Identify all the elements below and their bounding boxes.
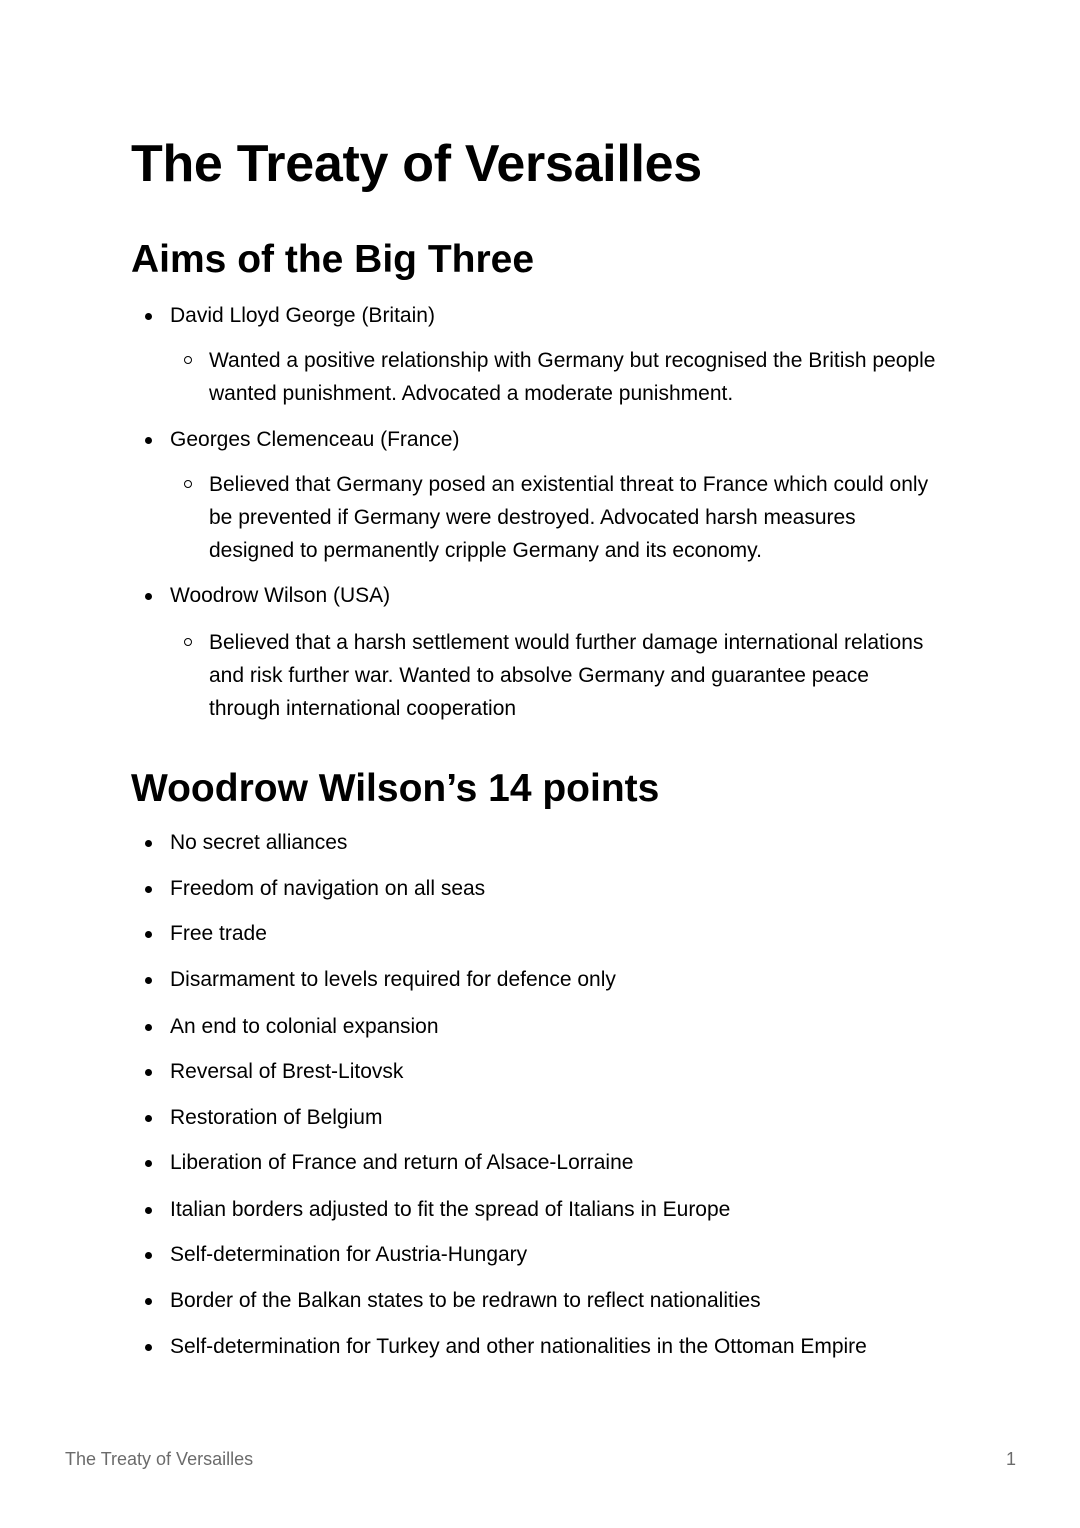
section-heading-14-points: Woodrow Wilson’s 14 points: [131, 767, 660, 810]
list-item-leader-aim: [182, 626, 942, 725]
bullet-icon: [145, 437, 152, 444]
bullet-icon: [145, 313, 152, 320]
leader-name: Woodrow Wilson (USA): [170, 584, 391, 607]
bullet-icon: [145, 593, 152, 600]
bullet-icon: [145, 1024, 152, 1031]
point-text: Restoration of Belgium: [170, 1106, 383, 1129]
sub-bullet-icon: [184, 638, 192, 646]
point-text: Liberation of France and return of Alsace-Lorraine: [170, 1151, 634, 1174]
leader-aim: Wanted a positive relationship with Germany but recognised the British people wanted punishment. Advocated a moderate punishment.: [209, 349, 936, 405]
sub-bullet-icon: [184, 356, 192, 364]
point-text: Border of the Balkan states to be redrawn to reflect nationalities: [170, 1289, 761, 1312]
point-text: Self-determination for Austria-Hungary: [170, 1243, 528, 1266]
leader-aim: Believed that Germany posed an existential threat to France which could only be prevented if Germany were destroyed. Advocated harsh measures designed to permanently cripple Germany and its economy.: [209, 473, 929, 562]
bullet-icon: [145, 1344, 152, 1351]
bullet-icon: [145, 1298, 152, 1305]
leader-name: David Lloyd George (Britain): [170, 304, 435, 327]
list-item-leader-aim: [182, 344, 942, 410]
point-text: An end to colonial expansion: [170, 1015, 439, 1038]
point-text: No secret alliances: [170, 831, 348, 854]
section-heading-big-three: Aims of the Big Three: [131, 238, 535, 281]
bullet-icon: [145, 931, 152, 938]
leader-aim: Believed that a harsh settlement would further damage international relations and risk further war. Wanted to absolve Germany and guarantee peace through international cooperation: [209, 631, 924, 720]
point-text: Disarmament to levels required for defence only: [170, 968, 616, 991]
bullet-icon: [145, 840, 152, 847]
point-text: Italian borders adjusted to fit the spread of Italians in Europe: [170, 1198, 731, 1221]
bullet-icon: [145, 1207, 152, 1214]
point-text: Freedom of navigation on all seas: [170, 877, 486, 900]
bullet-icon: [145, 1252, 152, 1259]
bullet-icon: [145, 1069, 152, 1076]
sub-bullet-icon: [184, 480, 192, 488]
point-text: Free trade: [170, 922, 267, 945]
point-text: Self-determination for Turkey and other nationalities in the Ottoman Empire: [170, 1335, 867, 1358]
page-title: The Treaty of Versailles: [131, 135, 702, 193]
bullet-icon: [145, 977, 152, 984]
point-text: Reversal of Brest-Litovsk: [170, 1060, 404, 1083]
list-item-leader-aim: [182, 468, 942, 567]
page-number: 1: [1005, 1449, 1016, 1469]
footer-document-title: The Treaty of Versailles: [65, 1449, 254, 1469]
bullet-icon: [145, 1160, 152, 1167]
bullet-icon: [145, 886, 152, 893]
leader-name: Georges Clemenceau (France): [170, 428, 460, 451]
bullet-icon: [145, 1115, 152, 1122]
